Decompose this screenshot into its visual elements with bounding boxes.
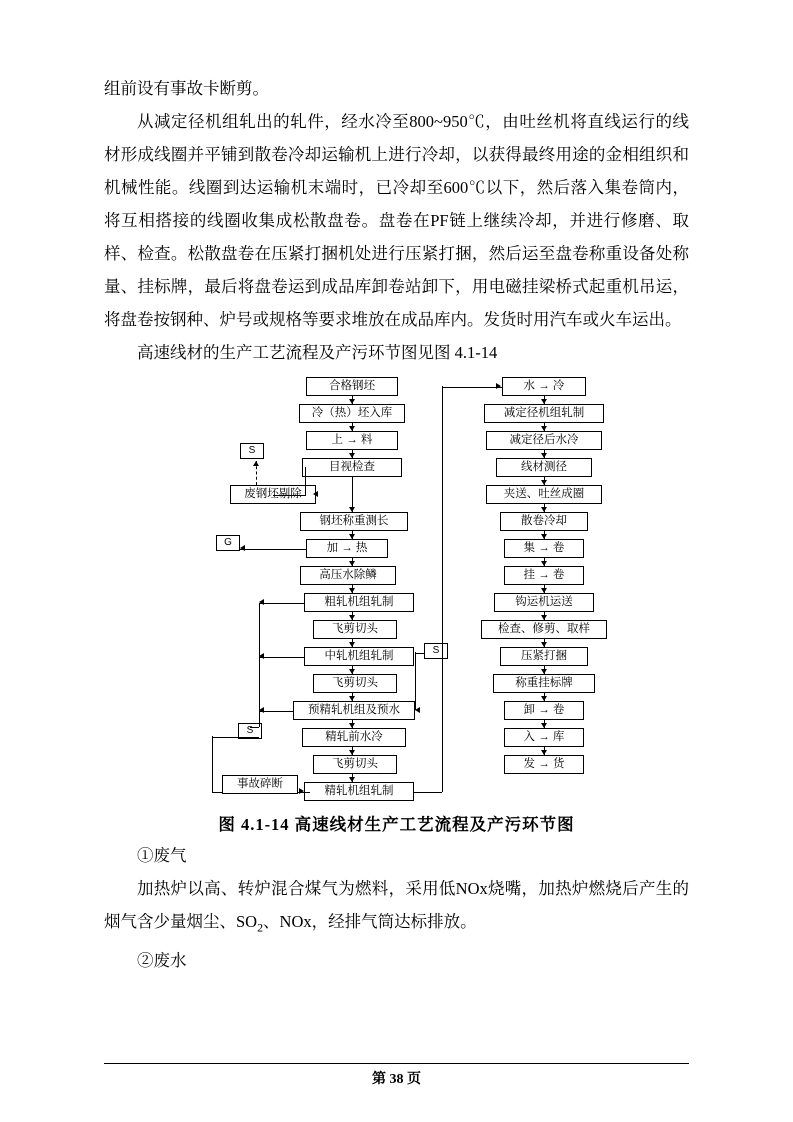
arrow-l3-l5 xyxy=(349,507,355,512)
waste-gas-text-part2: 、NOx，经排气筒达标排放。 xyxy=(263,912,477,931)
connector-break-bus-v xyxy=(212,736,213,792)
arrow-s3-to-pre xyxy=(415,707,420,713)
flow-node-right-14: 发 → 货 xyxy=(504,755,584,774)
process-flow-figure xyxy=(104,375,689,805)
flow-node-right-7: 挂 → 卷 xyxy=(504,566,584,585)
flow-node-left-13: 精轧前水冷 xyxy=(302,728,406,747)
arrow-l1-l2 xyxy=(349,426,355,431)
connector-coarse-mill-left xyxy=(259,603,304,604)
connector-heat-to-g xyxy=(240,549,306,550)
flow-node-right-8: 钩运机运送 xyxy=(494,593,594,612)
paragraph-3: 高速线材的生产工艺流程及产污环节图见图 4.1-14 xyxy=(137,343,498,362)
flow-node-right-4: 夹送、吐丝成圈 xyxy=(486,485,602,504)
flow-node-left-3: 目视检查 xyxy=(302,458,402,477)
flow-node-left-2: 上 → 料 xyxy=(306,431,398,450)
so2-subscript: 2 xyxy=(257,920,264,935)
flow-node-left-11: 飞剪切头 xyxy=(313,674,397,693)
flow-node-right-11: 称重挂标牌 xyxy=(493,674,595,693)
footer-divider xyxy=(104,1063,689,1064)
connector-mid-mill-left xyxy=(259,657,304,658)
flow-node-right-3: 线材测径 xyxy=(496,458,592,477)
flow-node-right-6: 集 → 卷 xyxy=(504,539,584,558)
connector-right-top-h xyxy=(442,387,502,388)
arrow-r11-r12 xyxy=(541,696,547,701)
arrow-to-right-column xyxy=(496,383,501,389)
arrow-heat-to-g xyxy=(240,545,245,551)
arrow-l10-l11 xyxy=(349,669,355,674)
side-label-s2: S xyxy=(238,723,262,739)
side-label-g1: G xyxy=(216,535,240,551)
arrow-r2-r3 xyxy=(541,453,547,458)
flow-node-left-14: 飞剪切头 xyxy=(313,755,397,774)
arrow-r8-r9 xyxy=(541,615,547,620)
arrow-l13-l14 xyxy=(349,750,355,755)
flow-node-right-2: 减定径后水冷 xyxy=(486,431,602,450)
flow-node-left-12: 预精轧机组及预水 xyxy=(293,701,415,720)
connector-s3-left xyxy=(415,653,424,654)
arrow-pre-mill-left xyxy=(259,707,264,713)
arrow-l14-l16 xyxy=(349,777,355,782)
arrow-l7-l8 xyxy=(349,588,355,593)
arrow-to-scrap xyxy=(313,491,318,497)
arrow-mid-mill-left xyxy=(259,653,264,659)
page-footer: 第 38 页 xyxy=(372,1072,421,1087)
flow-node-left-7: 高压水除鳞 xyxy=(300,566,396,585)
arrow-r1-r2 xyxy=(541,426,547,431)
flow-node-right-5: 散卷冷却 xyxy=(500,512,588,531)
arrow-r6-r7 xyxy=(541,561,547,566)
arrow-r5-r6 xyxy=(541,534,547,539)
arrow-break-to-mill xyxy=(299,788,304,794)
paragraph-2: 从减定径机组轧出的轧件，经水冷至800~950℃，由吐丝机将直线运行的线材形成线圈并平铺到散卷冷却运输机上进行冷却，以获得最终用途的金相组织和机械性能。线圈到达运输机末端时，已冷却至600℃以下，然后落入集卷筒内，将互相搭接的线圈收集成松散盘卷。盘卷在PF链上继续冷却，并进行修磨、取样、检查。松散盘卷在压紧打捆机处进行压紧打捆，然后运至盘卷称重设备处称量、挂标牌，最后将盘卷运到成品库卸卷站卸下，用电磁挂梁桥式起重机吊运，将盘卷按钢种、炉号或规格等要求堆放在成品库内。发货时用汽车或火车运出。 xyxy=(104,112,689,329)
flow-node-incident-break: 事故碎断 xyxy=(222,775,298,794)
flow-node-left-10: 中轧机组轧制 xyxy=(304,647,414,666)
flow-node-right-12: 卸 → 卷 xyxy=(504,701,584,720)
page-content xyxy=(104,72,689,977)
flow-node-left-5: 钢坯称重测长 xyxy=(300,512,408,531)
connector-break-bus-h-bottom xyxy=(212,792,222,793)
flow-node-left-4: 废钢坯剔除 xyxy=(230,485,316,504)
connector-pre-mill-left xyxy=(259,711,293,712)
arrow-l6-l7 xyxy=(349,561,355,566)
paragraph-waste-gas-body xyxy=(104,872,689,944)
arrow-r13-r14 xyxy=(541,750,547,755)
arrow-l12-l13 xyxy=(349,723,355,728)
arrow-r3-r4 xyxy=(541,480,547,485)
flow-node-left-8: 粗轧机组轧制 xyxy=(304,593,414,612)
flow-node-right-10: 压紧打捆 xyxy=(500,647,588,666)
connector-s2-up xyxy=(250,727,259,728)
arrow-l8-l9 xyxy=(349,615,355,620)
flow-node-left-9: 飞剪切头 xyxy=(313,620,397,639)
arrow-l0-l1 xyxy=(349,399,355,404)
connector-left-bottom-h xyxy=(414,792,442,793)
flow-node-right-0: 水 → 冷 xyxy=(502,377,586,396)
flow-node-left-16: 精轧机组轧制 xyxy=(304,782,414,801)
flow-node-left-6: 加 → 热 xyxy=(306,539,388,558)
arrow-r0-r1 xyxy=(541,399,547,404)
waste-gas-text-part1: 加热炉以高、转炉混合煤气为燃料，采用低NOx烧嘴，加热炉燃烧后产生的烟气含少量烟尘、SO xyxy=(104,879,689,931)
paragraph-waste-water-heading: ②废水 xyxy=(137,951,187,971)
arrow-l2-l3 xyxy=(349,453,355,458)
connector-s3-down xyxy=(415,652,416,710)
arrow-l5-l6 xyxy=(349,534,355,539)
connector-inspect-drop xyxy=(305,467,306,495)
flow-node-left-1: 冷（热）坯入库 xyxy=(299,404,405,423)
arrow-l11-l12 xyxy=(349,696,355,701)
arrow-r9-r10 xyxy=(541,642,547,647)
arrow-r10-r11 xyxy=(541,669,547,674)
flow-node-right-9: 检查、修剪、取样 xyxy=(481,620,607,639)
flow-node-right-13: 入 → 库 xyxy=(504,728,584,747)
arrow-r12-r13 xyxy=(541,723,547,728)
flow-node-right-1: 减定径机组轧制 xyxy=(484,404,604,423)
arrow-scrap-to-s1 xyxy=(253,461,259,466)
paragraph-waste-gas-heading: ①废气 xyxy=(137,846,187,865)
flow-node-left-0: 合格钢坯 xyxy=(306,377,398,396)
arrow-coarse-mill-left xyxy=(259,599,264,605)
connector-inspect-to-scrap xyxy=(273,495,306,496)
side-label-s1: S xyxy=(240,443,264,459)
connector-break-bus-h-top xyxy=(212,737,259,738)
paragraph-1: 组前设有事故卡断剪。 xyxy=(104,79,269,98)
figure-caption: 图 4.1-14 高速线材生产工艺流程及产污环节图 xyxy=(218,815,575,834)
side-label-s3: S xyxy=(424,643,448,659)
arrow-l9-l10 xyxy=(349,642,355,647)
arrow-r7-r8 xyxy=(541,588,547,593)
connector-left-bottom-to-right xyxy=(442,386,443,792)
arrow-r4-r5 xyxy=(541,507,547,512)
